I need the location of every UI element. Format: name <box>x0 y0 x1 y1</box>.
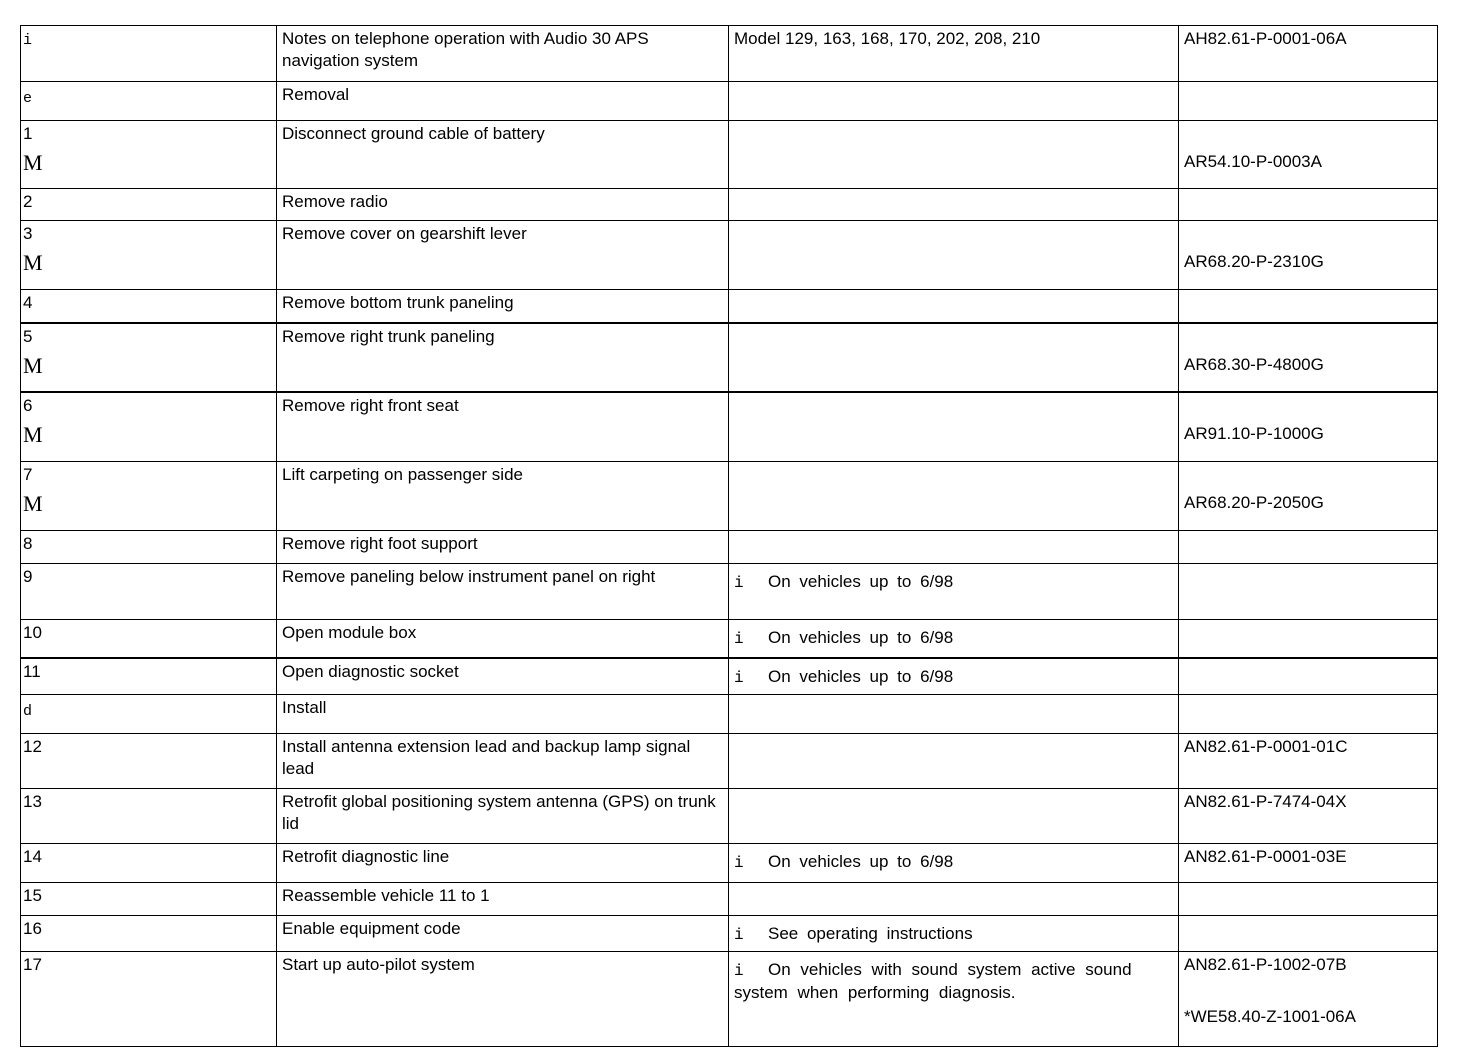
action-cell: Install <box>277 695 729 734</box>
action-cell: Start up auto-pilot system <box>277 952 729 1047</box>
note-cell <box>729 620 1179 658</box>
removal-symbol: e <box>23 90 33 107</box>
info-icon: i <box>734 926 744 944</box>
note-cell <box>729 82 1179 121</box>
step-cell: 14 <box>21 844 277 883</box>
memo-mark: M <box>23 352 43 378</box>
reference-link[interactable]: AN82.61-P-0001-03E <box>1184 847 1347 866</box>
note-cell <box>729 916 1179 952</box>
table-row <box>21 392 1438 462</box>
step-cell: 2 <box>21 189 277 221</box>
info-icon: i <box>734 962 744 980</box>
note-cell <box>729 323 1179 392</box>
reference-cell <box>1179 734 1438 789</box>
note-text: On vehicles up to 6/98 <box>768 628 954 647</box>
reference-cell <box>1179 844 1438 883</box>
note-cell <box>729 734 1179 789</box>
step-cell <box>21 26 277 82</box>
action-cell: Remove right trunk paneling <box>277 323 729 392</box>
reference-cell <box>1179 121 1438 189</box>
memo-mark: M <box>23 150 43 175</box>
step-cell <box>21 323 277 392</box>
note-cell <box>729 189 1179 221</box>
action-cell: Remove right front seat <box>277 392 729 462</box>
action-cell: Reassemble vehicle 11 to 1 <box>277 883 729 916</box>
note-cell <box>729 462 1179 531</box>
table-row <box>21 82 1438 121</box>
table-row <box>21 531 1438 564</box>
reference-cell: AH82.61-P-0001-06A <box>1179 26 1438 82</box>
reference-link[interactable]: AR68.20-P-2310G <box>1184 252 1324 271</box>
note-line <box>734 923 1173 946</box>
note-line <box>734 666 1173 689</box>
step-cell <box>21 82 277 121</box>
action-cell: Install antenna extension lead and backup lamp signal lead <box>277 734 729 789</box>
step-cell <box>21 695 277 734</box>
note-line <box>734 571 1173 594</box>
step-cell <box>21 392 277 462</box>
step-number: 5 <box>23 326 33 346</box>
table-row <box>21 883 1438 916</box>
step-cell: 8 <box>21 531 277 564</box>
action-cell: Enable equipment code <box>277 916 729 952</box>
step-cell <box>21 462 277 531</box>
reference-cell <box>1179 883 1438 916</box>
action-cell: Remove paneling below instrument panel on right <box>277 564 729 620</box>
action-cell: Remove radio <box>277 189 729 221</box>
note-cell <box>729 883 1179 916</box>
action-cell: Notes on telephone operation with Audio 30 APS navigation system <box>277 26 729 82</box>
reference-link[interactable]: AN82.61-P-1002-07B <box>1184 955 1347 974</box>
table-row <box>21 462 1438 531</box>
note-cell <box>729 290 1179 323</box>
info-symbol: i <box>23 32 33 49</box>
reference-cell <box>1179 531 1438 564</box>
reference-link[interactable]: AN82.61-P-7474-04X <box>1184 792 1347 811</box>
table-row <box>21 844 1438 883</box>
table-row <box>21 121 1438 189</box>
step-number: 3 <box>23 224 33 243</box>
step-cell <box>21 121 277 189</box>
step-cell: 11 <box>21 658 277 695</box>
step-cell <box>21 221 277 290</box>
reference-cell <box>1179 952 1438 1047</box>
reference-cell <box>1179 323 1438 392</box>
table-row <box>21 695 1438 734</box>
reference-link[interactable]: AR68.30-P-4800G <box>1184 354 1324 374</box>
reference-cell <box>1179 789 1438 844</box>
action-cell: Open module box <box>277 620 729 658</box>
note-cell <box>729 695 1179 734</box>
action-cell: Disconnect ground cable of battery <box>277 121 729 189</box>
step-cell: 4 <box>21 290 277 323</box>
note-text: On vehicles with sound system active sound system when performing diagnosis. <box>734 960 1132 1002</box>
reference-cell <box>1179 695 1438 734</box>
action-cell: Retrofit global positioning system antenna (GPS) on trunk lid <box>277 789 729 844</box>
reference-cell <box>1179 620 1438 658</box>
note-line <box>734 627 1173 650</box>
step-number: 1 <box>23 124 33 143</box>
step-cell: 17 <box>21 952 277 1047</box>
action-cell: Remove cover on gearshift lever <box>277 221 729 290</box>
table-row <box>21 26 1438 82</box>
table-row <box>21 952 1438 1047</box>
note-text: On vehicles up to 6/98 <box>768 852 954 871</box>
note-cell <box>729 658 1179 695</box>
reference-cell <box>1179 189 1438 221</box>
table-row <box>21 916 1438 952</box>
note-cell <box>729 221 1179 290</box>
reference-cell <box>1179 221 1438 290</box>
reference-link[interactable]: AR91.10-P-1000G <box>1184 423 1324 443</box>
table-row <box>21 189 1438 221</box>
note-cell: Model 129, 163, 168, 170, 202, 208, 210 <box>729 26 1179 82</box>
note-cell <box>729 844 1179 883</box>
info-icon: i <box>734 668 744 687</box>
step-cell: 16 <box>21 916 277 952</box>
note-cell <box>729 121 1179 189</box>
action-cell: Removal <box>277 82 729 121</box>
reference-cell <box>1179 916 1438 952</box>
table-row <box>21 290 1438 323</box>
action-cell: Remove bottom trunk paneling <box>277 290 729 323</box>
memo-mark: M <box>23 250 43 275</box>
step-number: 6 <box>23 395 33 415</box>
step-number: 7 <box>23 465 33 484</box>
step-cell: 13 <box>21 789 277 844</box>
reference-cell <box>1179 290 1438 323</box>
step-cell: 12 <box>21 734 277 789</box>
note-cell <box>729 564 1179 620</box>
reference-link-secondary[interactable]: *WE58.40-Z-1001-06A <box>1184 1007 1356 1026</box>
info-icon: i <box>734 630 744 648</box>
table-row <box>21 221 1438 290</box>
note-cell <box>729 789 1179 844</box>
step-cell: 9 <box>21 564 277 620</box>
reference-link[interactable]: AN82.61-P-0001-01C <box>1184 737 1348 756</box>
reference-cell <box>1179 82 1438 121</box>
note-line <box>734 959 1173 1004</box>
table-row <box>21 620 1438 658</box>
work-steps-table <box>20 25 1438 1047</box>
note-cell <box>729 531 1179 564</box>
reference-cell <box>1179 392 1438 462</box>
note-cell <box>729 952 1179 1047</box>
table-row <box>21 789 1438 844</box>
reference-cell <box>1179 462 1438 531</box>
action-cell: Retrofit diagnostic line <box>277 844 729 883</box>
memo-mark: M <box>23 421 43 447</box>
reference-link[interactable]: AR68.20-P-2050G <box>1184 493 1324 512</box>
step-cell: 15 <box>21 883 277 916</box>
table-row <box>21 323 1438 392</box>
reference-link[interactable]: AR54.10-P-0003A <box>1184 152 1322 171</box>
table-row <box>21 564 1438 620</box>
step-cell: 10 <box>21 620 277 658</box>
note-line <box>734 851 1173 874</box>
install-symbol: d <box>23 703 33 720</box>
reference-cell <box>1179 658 1438 695</box>
memo-mark: M <box>23 491 43 516</box>
note-text: On vehicles up to 6/98 <box>768 572 954 591</box>
info-icon: i <box>734 574 744 592</box>
note-cell <box>729 392 1179 462</box>
action-cell: Lift carpeting on passenger side <box>277 462 729 531</box>
table-row <box>21 658 1438 695</box>
note-text: See operating instructions <box>768 924 973 943</box>
table-row <box>21 734 1438 789</box>
note-text: On vehicles up to 6/98 <box>768 666 954 686</box>
info-icon: i <box>734 854 744 872</box>
reference-cell <box>1179 564 1438 620</box>
action-cell: Remove right foot support <box>277 531 729 564</box>
action-cell: Open diagnostic socket <box>277 658 729 695</box>
